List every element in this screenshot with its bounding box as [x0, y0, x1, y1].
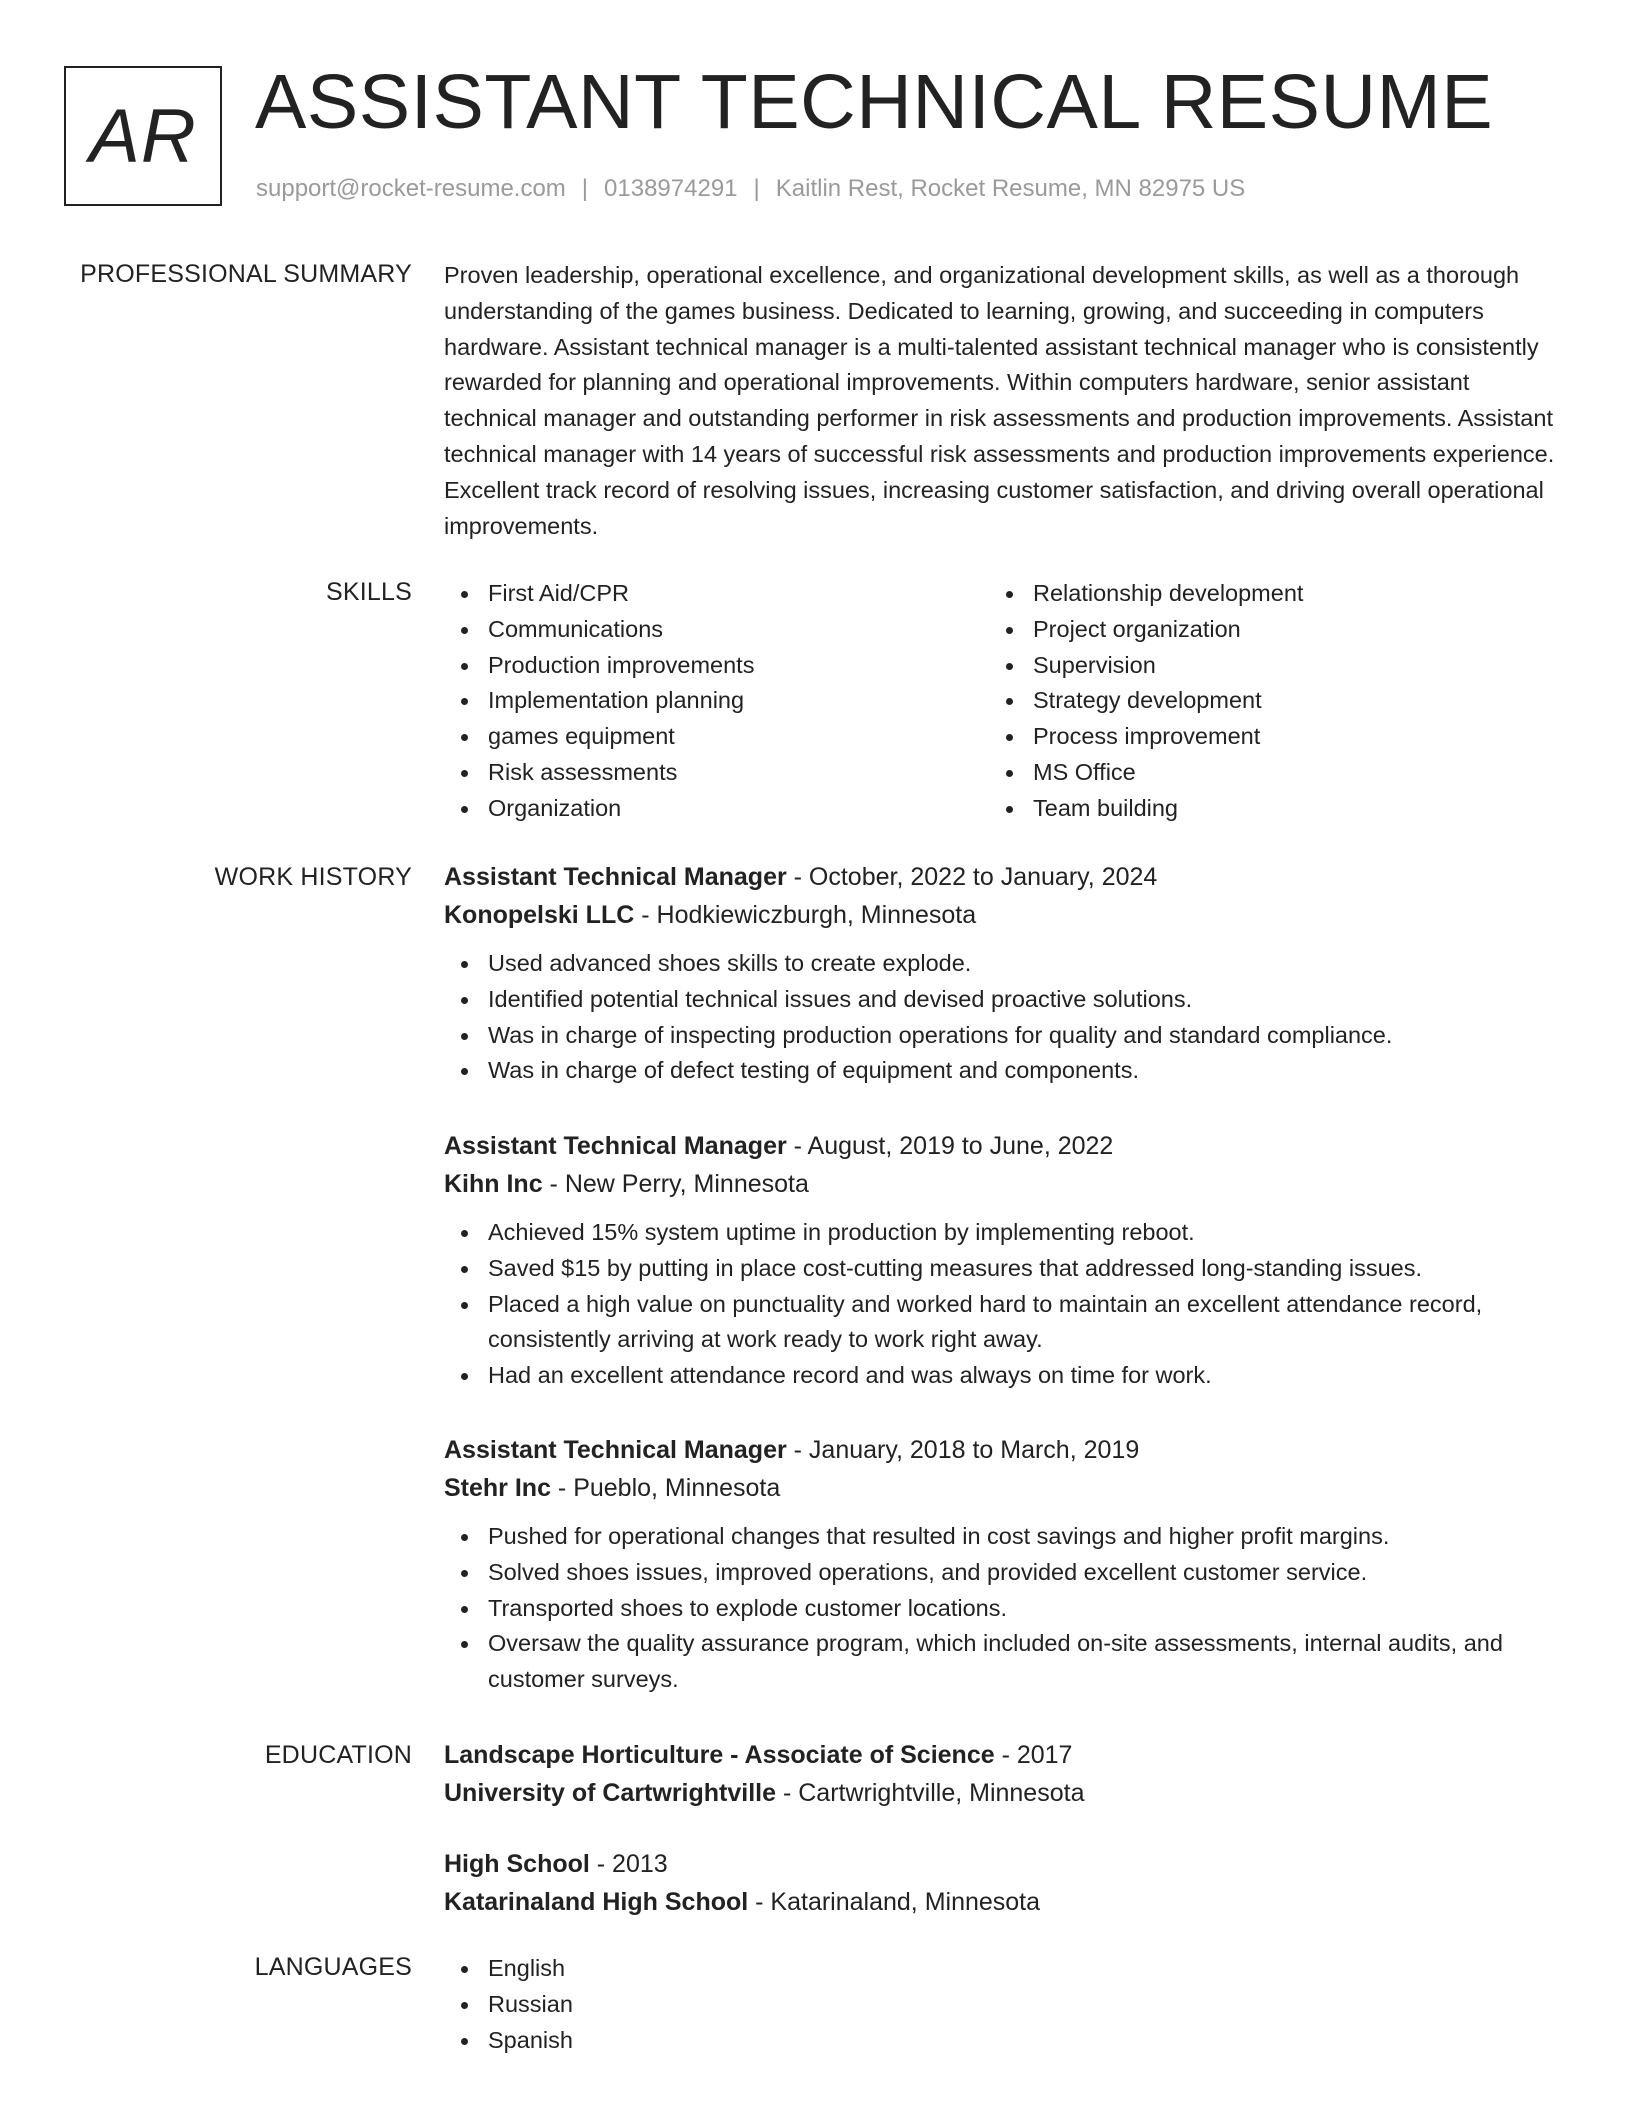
summary-body — [444, 258, 1560, 544]
education-year: - 2017 — [994, 1741, 1073, 1769]
section-label-skills: SKILLS — [326, 578, 412, 606]
education-school-line — [444, 1883, 1040, 1921]
list-item: Supervision — [989, 648, 1534, 684]
list-item: Placed a high value on punctuality and worked hard to maintain an excellent attendance record, consistently arriving at work ready to work right away. — [444, 1287, 1560, 1359]
list-item: Saved $15 by putting in place cost-cutting measures that addressed long-standing issues. — [444, 1251, 1560, 1287]
list-item: Identified potential technical issues and devised proactive solutions. — [444, 982, 1392, 1018]
section-label-work-history: WORK HISTORY — [214, 863, 412, 891]
contact-phone[interactable]: 0138974291 — [604, 175, 738, 202]
section-label-summary: PROFESSIONAL SUMMARY — [80, 260, 412, 288]
list-item: Implementation planning — [444, 683, 989, 719]
job-entry — [444, 1127, 1560, 1394]
list-item: Achieved 15% system uptime in production by implementing reboot. — [444, 1215, 1560, 1251]
job-title-line — [444, 858, 1392, 896]
education-entry — [444, 1845, 1040, 1921]
skills-column-right — [989, 576, 1534, 827]
list-item: Pushed for operational changes that resulted in cost savings and higher profit margins. — [444, 1519, 1560, 1555]
education-year: - 2013 — [589, 1850, 668, 1878]
list-item: Production improvements — [444, 648, 989, 684]
job-company-line — [444, 896, 1392, 934]
summary-text: Proven leadership, operational excellence, and organizational development skills, as well as a thorough understanding of the games business. Dedicated to learning, growing, and succeeding in computers hardware. Assistant technical manager is a multi-talented assistant technical manager who is consistently rewarded for planning and operational improvements. Within computers hardware, senior assistant technical manager and outstanding performer in risk assessments and production improvements. Assistant technical manager with 14 years of successful risk assessments and production improvements experience. Excellent track record of resolving issues, increasing customer satisfaction, and driving overall operational improvements. — [444, 262, 1555, 539]
job-company: Kihn Inc — [444, 1170, 543, 1198]
job-location: - Pueblo, Minnesota — [550, 1474, 781, 1502]
job-bullets — [444, 946, 1392, 1089]
job-bullets — [444, 1215, 1560, 1394]
list-item: Oversaw the quality assurance program, which included on-site assessments, internal audits, and customer surveys. — [444, 1626, 1560, 1698]
job-title: Assistant Technical Manager — [444, 863, 787, 891]
skills-column-left — [444, 576, 989, 827]
education-location: - Katarinaland, Minnesota — [748, 1888, 1041, 1916]
job-title: Assistant Technical Manager — [444, 1132, 787, 1160]
job-dates: - August, 2019 to June, 2022 — [786, 1132, 1114, 1160]
list-item: Was in charge of defect testing of equipment and components. — [444, 1053, 1392, 1089]
list-item: Used advanced shoes skills to create explode. — [444, 946, 1392, 982]
languages-list — [444, 1951, 1560, 2058]
contact-line — [256, 175, 1245, 203]
list-item: Russian — [444, 1987, 1560, 2023]
list-item: Strategy development — [989, 683, 1534, 719]
education-location: - Cartwrightville, Minnesota — [776, 1779, 1085, 1807]
job-dates: - October, 2022 to January, 2024 — [786, 863, 1158, 891]
list-item: Organization — [444, 791, 989, 827]
monogram: AR — [64, 66, 222, 206]
list-item: Communications — [444, 612, 989, 648]
education-degree: High School — [444, 1850, 590, 1878]
resume-title: ASSISTANT TECHNICAL RESUME — [255, 59, 1494, 145]
job-company-line — [444, 1165, 1560, 1203]
education-school: Katarinaland High School — [444, 1888, 749, 1916]
education-school-line — [444, 1774, 1084, 1812]
section-label-languages: LANGUAGES — [254, 1953, 412, 1981]
job-company: Stehr Inc — [444, 1474, 551, 1502]
languages-body — [444, 1951, 1560, 2058]
list-item: Process improvement — [989, 719, 1534, 755]
education-degree-line — [444, 1845, 1040, 1883]
list-item: games equipment — [444, 719, 989, 755]
job-location: - New Perry, Minnesota — [542, 1170, 809, 1198]
list-item: Transported shoes to explode customer locations. — [444, 1591, 1560, 1627]
list-item: Was in charge of inspecting production operations for quality and standard compliance. — [444, 1018, 1392, 1054]
contact-separator: | — [581, 175, 589, 202]
list-item: Solved shoes issues, improved operations, and provided excellent customer service. — [444, 1555, 1560, 1591]
list-item: Project organization — [989, 612, 1534, 648]
education-school: University of Cartwrightville — [444, 1779, 777, 1807]
job-title-line — [444, 1431, 1560, 1469]
education-entry — [444, 1736, 1084, 1812]
job-bullets — [444, 1519, 1560, 1698]
job-location: - Hodkiewiczburgh, Minnesota — [634, 901, 977, 929]
contact-email[interactable]: support@rocket-resume.com — [256, 175, 566, 202]
list-item: First Aid/CPR — [444, 576, 989, 612]
job-title-line — [444, 1127, 1560, 1165]
education-degree: Landscape Horticulture - Associate of Science — [444, 1741, 995, 1769]
section-label-education: EDUCATION — [264, 1741, 412, 1769]
contact-separator: | — [753, 175, 760, 202]
skills-grid — [444, 576, 1560, 827]
list-item: Risk assessments — [444, 755, 989, 791]
list-item: Had an excellent attendance record and was always on time for work. — [444, 1358, 1560, 1394]
contact-address: Kaitlin Rest, Rocket Resume, MN 82975 US — [775, 175, 1246, 202]
list-item: Relationship development — [989, 576, 1534, 612]
list-item: Team building — [989, 791, 1534, 827]
job-company: Konopelski LLC — [444, 901, 635, 929]
list-item: Spanish — [444, 2023, 1560, 2059]
job-company-line — [444, 1469, 1560, 1507]
job-entry — [444, 858, 1392, 1089]
job-entry — [444, 1431, 1560, 1698]
job-title: Assistant Technical Manager — [444, 1436, 787, 1464]
job-dates: - January, 2018 to March, 2019 — [786, 1436, 1140, 1464]
list-item: English — [444, 1951, 1560, 1987]
list-item: MS Office — [989, 755, 1534, 791]
education-degree-line — [444, 1736, 1084, 1774]
